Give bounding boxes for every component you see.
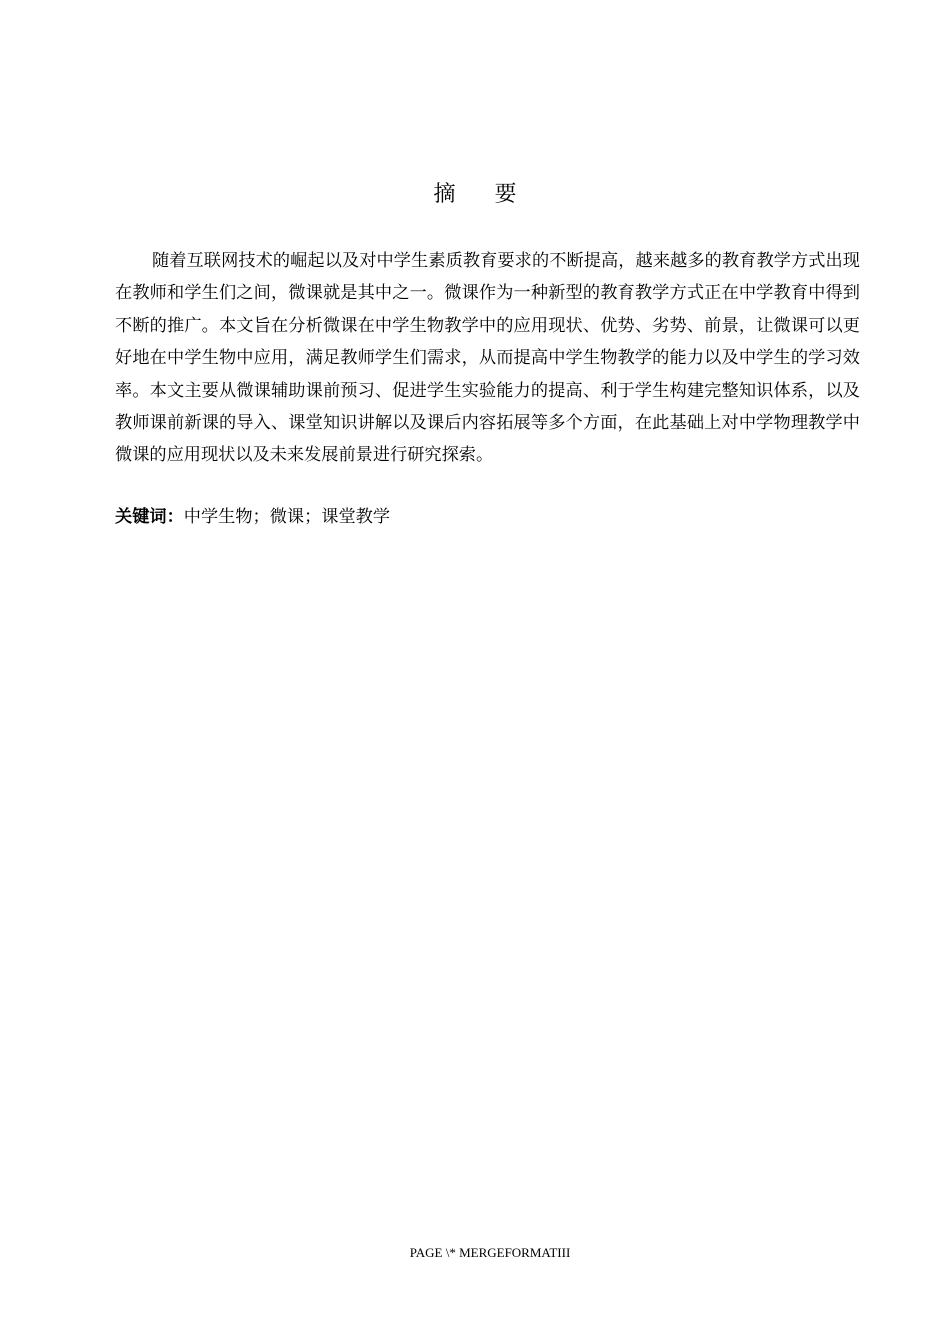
page-footer: PAGE \* MERGEFORMATIII <box>409 1245 571 1260</box>
abstract-title: 摘 要 <box>433 182 533 207</box>
keywords-line <box>115 501 860 533</box>
keywords-label: 关键词： <box>115 507 184 527</box>
abstract-paragraph: 随着互联网技术的崛起以及对中学生素质教育要求的不断提高，越来越多的教育教学方式出现在教师和学生们之间，微课就是其中之一。微课作为一种新型的教育教学方式正在中学教育中得到不断的推广。本文旨在分析微课在中学生物教学中的应用现状、优势、劣势、前景，让微课可以更好地在中学生物中应用，满足教师学生们需求，从而提高中学生物教学的能力以及中学生的学习效率。本文主要从微课辅助课前预习、促进学生实验能力的提高、利于学生构建完整知识体系，以及教师课前新课的导入、课堂知识讲解以及课后内容拓展等多个方面，在此基础上对中学物理教学中微课的应用现状以及未来发展前景进行研究探索。 <box>115 251 860 466</box>
keywords-value: 中学生物；微课；课堂教学 <box>183 507 391 527</box>
